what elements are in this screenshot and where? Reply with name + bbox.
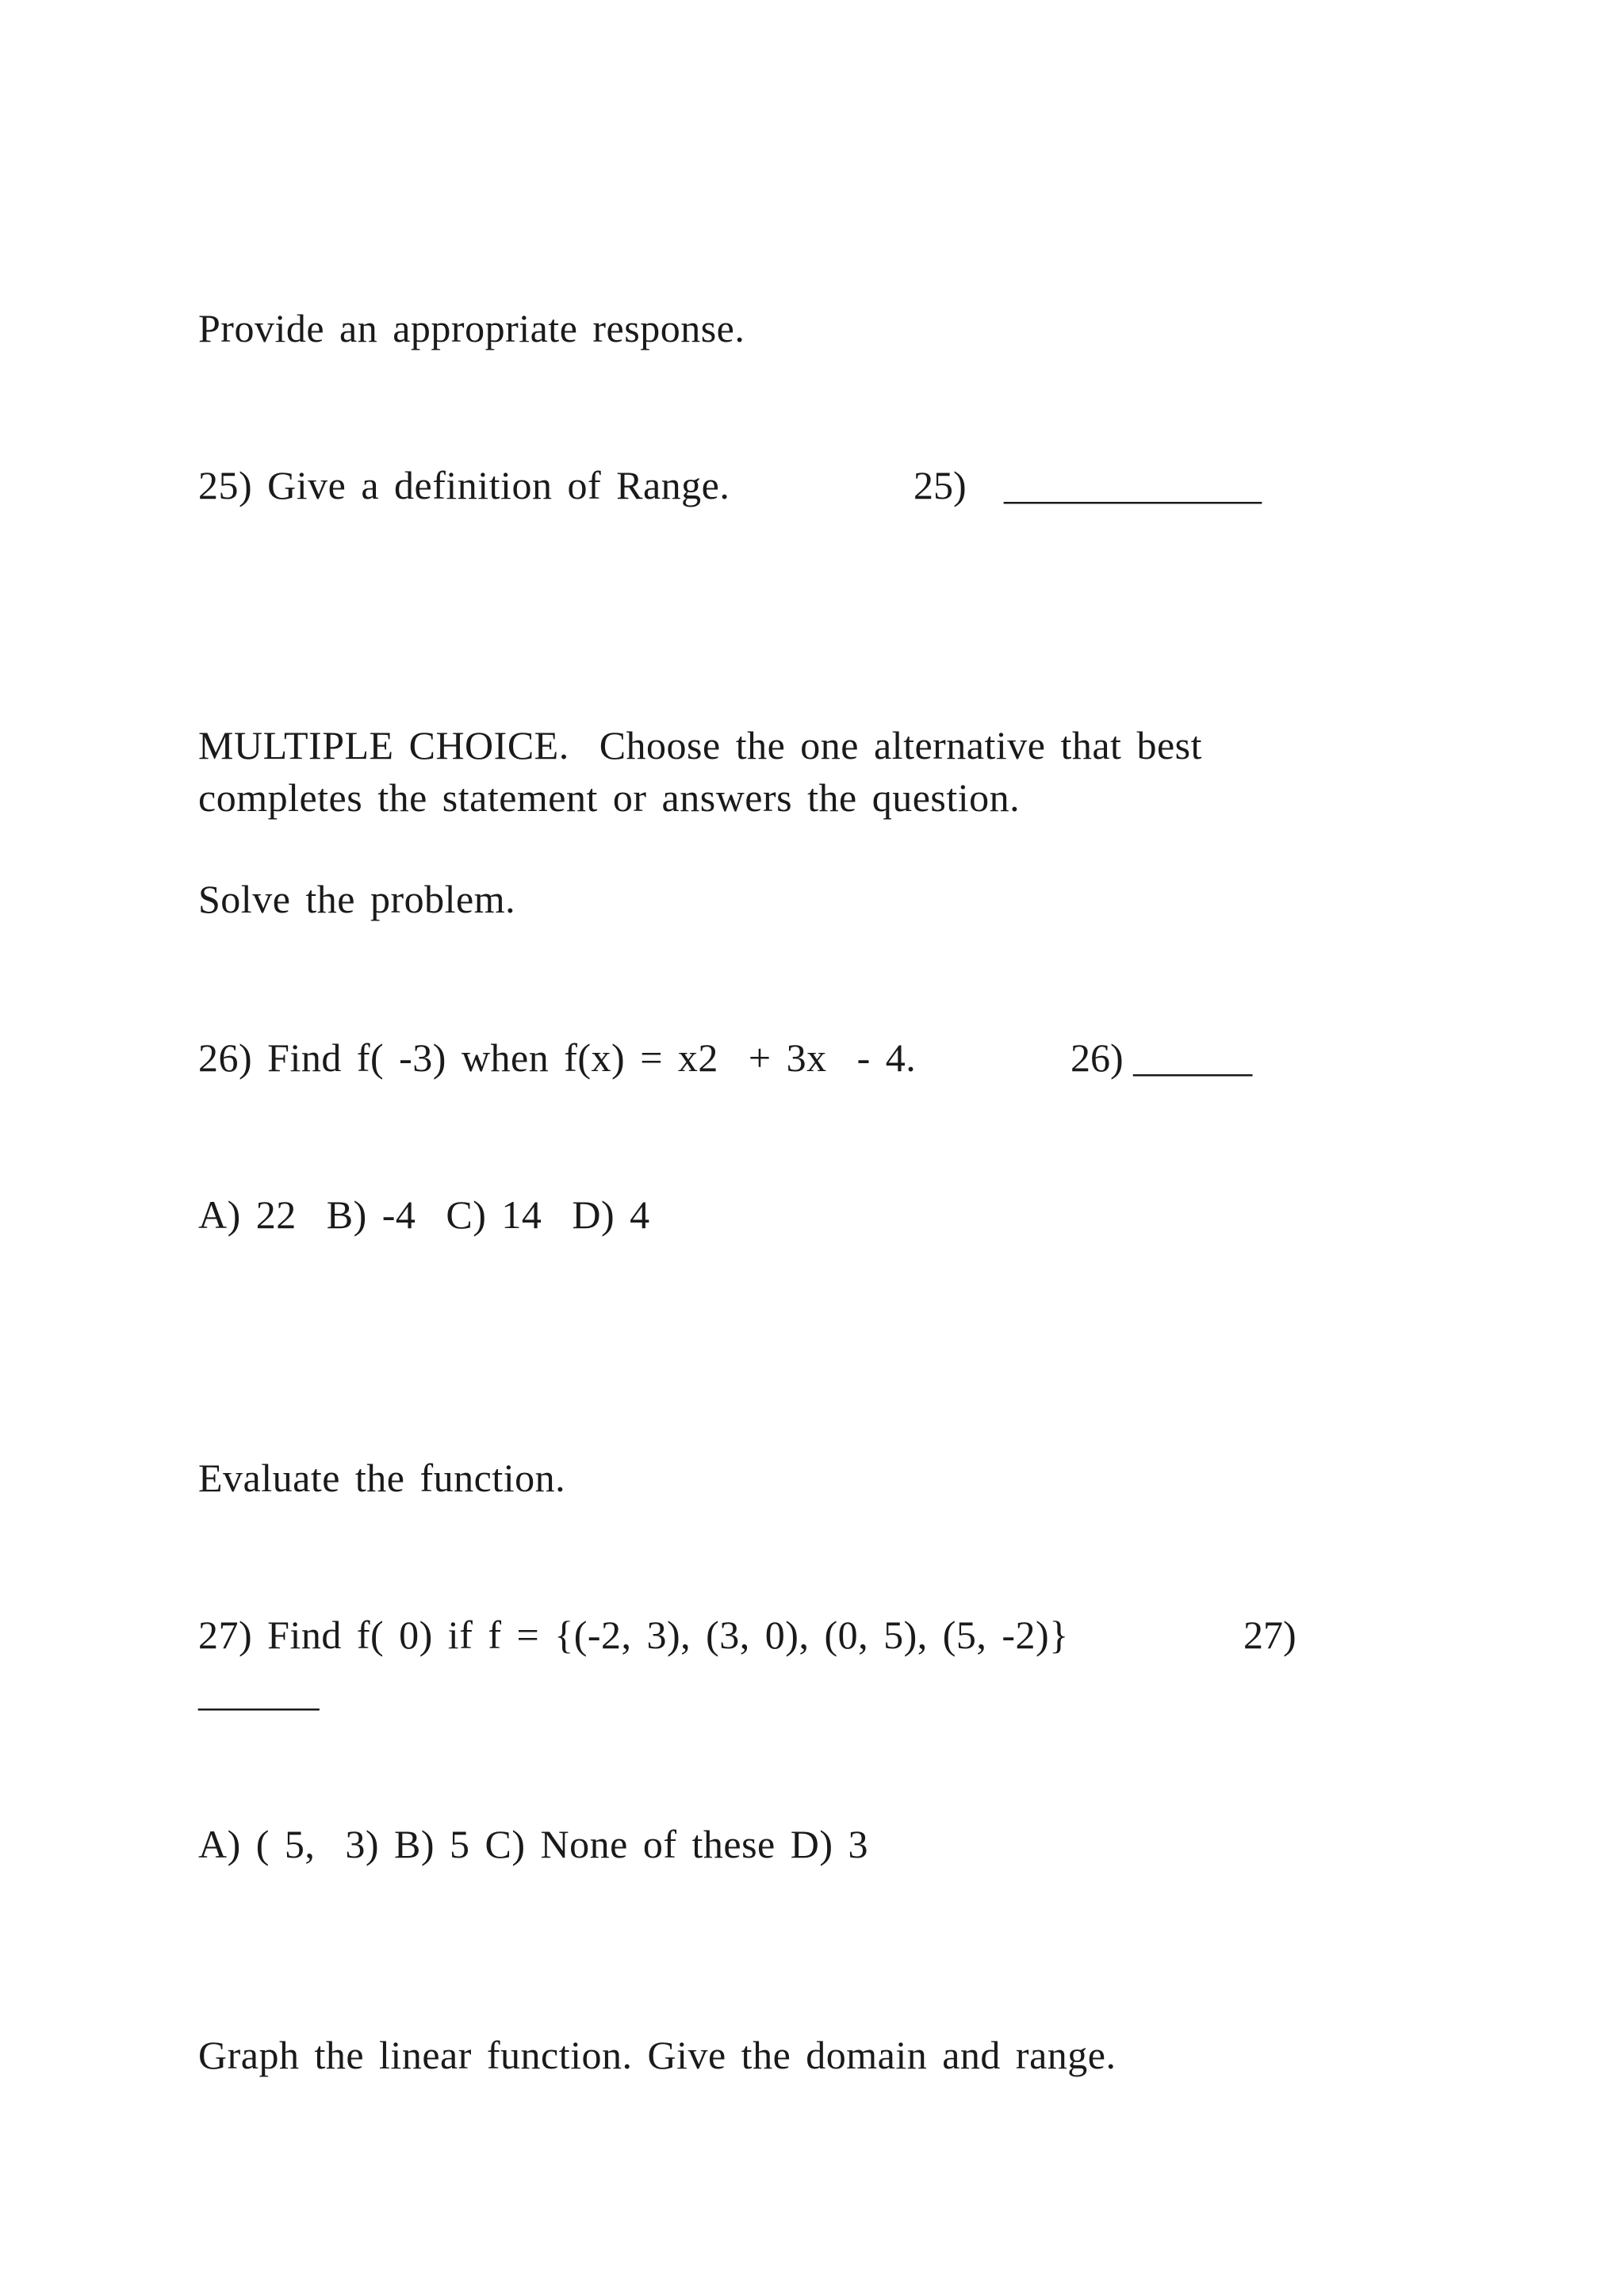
answer-blank-25: _____________ — [1004, 463, 1262, 507]
instruction-provide-response: Provide an appropriate response. — [198, 306, 745, 350]
multiple-choice-heading-line2: completes the statement or answers the question. — [198, 775, 1021, 820]
instruction-graph-linear-function: Graph the linear function. Give the domain and range. — [198, 2033, 1116, 2077]
answer-blank-27: ______ — [198, 1670, 320, 1714]
question-27: 27) Find f( 0) if f = {(-2, 3), (3, 0), (0, 5), (5, -2)} — [198, 1613, 1069, 1657]
instruction-solve-problem: Solve the problem. — [198, 877, 516, 921]
question-26: 26) Find f( -3) when f(x) = x2 + 3x - 4. — [198, 1035, 917, 1080]
answer-label-25: 25) — [914, 463, 967, 507]
choices-26: A) 22 B) -4 C) 14 D) 4 — [198, 1192, 650, 1237]
answer-label-26: 26) ______ — [1071, 1035, 1253, 1080]
question-25: 25) Give a definition of Range. — [198, 463, 730, 507]
choices-27: A) ( 5, 3) B) 5 C) None of these D) 3 — [198, 1822, 869, 1866]
multiple-choice-heading-line1: MULTIPLE CHOICE. Choose the one alternative that best — [198, 723, 1202, 767]
answer-label-27: 27) — [1243, 1613, 1297, 1657]
instruction-evaluate-function: Evaluate the function. — [198, 1456, 566, 1500]
